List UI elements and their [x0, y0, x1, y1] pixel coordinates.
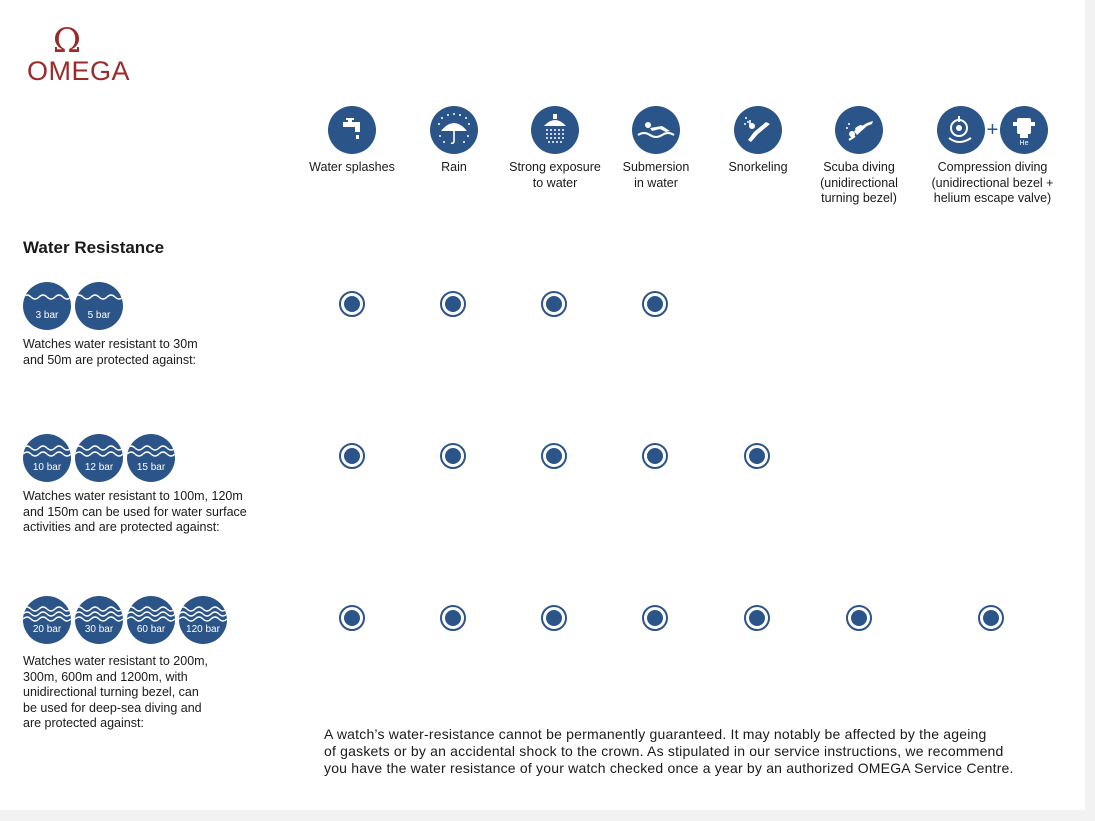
activity-snorkeling — [703, 106, 813, 176]
badge-label: 3 bar — [35, 310, 59, 321]
badge-label: 20 bar — [32, 624, 62, 635]
activity-label: Snorkeling — [728, 160, 788, 174]
compression-icons — [920, 106, 1065, 154]
helium-valve-icon — [1000, 106, 1048, 154]
protection-dot — [642, 605, 668, 631]
scuba-diver-icon — [835, 106, 883, 154]
activity-rain — [399, 106, 509, 176]
badge-label: 30 bar — [84, 624, 114, 635]
protection-dot — [339, 443, 365, 469]
water-resistance-badge — [127, 434, 175, 482]
protection-dot — [339, 605, 365, 631]
tap-icon — [328, 106, 376, 154]
activity-water-splashes — [297, 106, 407, 176]
protection-dot — [744, 443, 770, 469]
omega-symbol: Ω — [52, 21, 82, 61]
badge-group-2 — [23, 434, 175, 482]
protection-dot — [440, 605, 466, 631]
snorkel-icon — [734, 106, 782, 154]
activity-label: Compression diving (unidirectional bezel + helium escape valve) — [931, 160, 1054, 205]
activity-submersion — [601, 106, 711, 191]
disclaimer-note: A watch’s water-resistance cannot be permanently guaranteed. It may notably be affected by the ageing of gaskets or by an accidental shock to the crown. As stipulated in our service instructions, we recommend you have the water resistance of your watch checked once a year by an authorized OMEGA Service Centre. — [324, 726, 1014, 776]
activity-strong-exposure — [500, 106, 610, 191]
group-description: Watches water resistant to 200m, 300m, 600m and 1200m, with unidirectional turning bezel, can be used for deep-sea diving and are protected against: — [23, 654, 209, 730]
activity-label: Strong exposure to water — [509, 160, 601, 190]
water-resistance-badge — [75, 434, 123, 482]
protection-dot — [440, 291, 466, 317]
badge-label: 12 bar — [84, 462, 114, 473]
badge-group-1 — [23, 282, 123, 330]
protection-dot — [846, 605, 872, 631]
protection-dot — [541, 291, 567, 317]
protection-dot — [744, 605, 770, 631]
water-resistance-badge — [75, 282, 123, 330]
swimmer-icon — [632, 106, 680, 154]
diving-helmet-icon — [937, 106, 985, 154]
protection-dot — [440, 443, 466, 469]
water-resistance-badge — [179, 596, 227, 644]
water-resistance-badge — [23, 596, 71, 644]
section-title: Water Resistance — [23, 238, 165, 257]
protection-dot — [339, 291, 365, 317]
water-resistance-badge — [127, 596, 175, 644]
activity-label: Submersion in water — [622, 160, 690, 190]
protection-dot — [642, 291, 668, 317]
protection-dot — [978, 605, 1004, 631]
activity-label: Scuba diving (unidirectional turning bezel) — [820, 160, 898, 205]
plus-sign: + — [986, 119, 999, 141]
activity-label: Water splashes — [309, 160, 395, 174]
water-resistance-badge — [75, 596, 123, 644]
badge-label: 10 bar — [32, 462, 62, 473]
badge-label: 15 bar — [136, 462, 166, 473]
badge-label: 5 bar — [87, 310, 111, 321]
badge-group-3 — [23, 596, 227, 644]
group-description: Watches water resistant to 100m, 120m and 150m can be used for water surface activities and are protected against: — [23, 489, 247, 534]
activity-label: Rain — [441, 160, 467, 174]
omega-logo — [27, 21, 137, 86]
protection-dot — [541, 605, 567, 631]
helium-label: He — [1019, 140, 1029, 147]
activity-scuba-diving — [804, 106, 914, 207]
badge-label: 120 bar — [186, 624, 220, 635]
group-description: Watches water resistant to 30m and 50m are protected against: — [23, 337, 198, 367]
umbrella-icon — [430, 106, 478, 154]
protection-dot — [541, 443, 567, 469]
protection-dot — [642, 443, 668, 469]
activity-compression-diving — [920, 106, 1065, 207]
water-resistance-badge — [23, 434, 71, 482]
shower-icon — [531, 106, 579, 154]
badge-label: 60 bar — [136, 624, 166, 635]
water-resistance-badge — [23, 282, 71, 330]
omega-wordmark: OMEGA — [27, 56, 131, 86]
